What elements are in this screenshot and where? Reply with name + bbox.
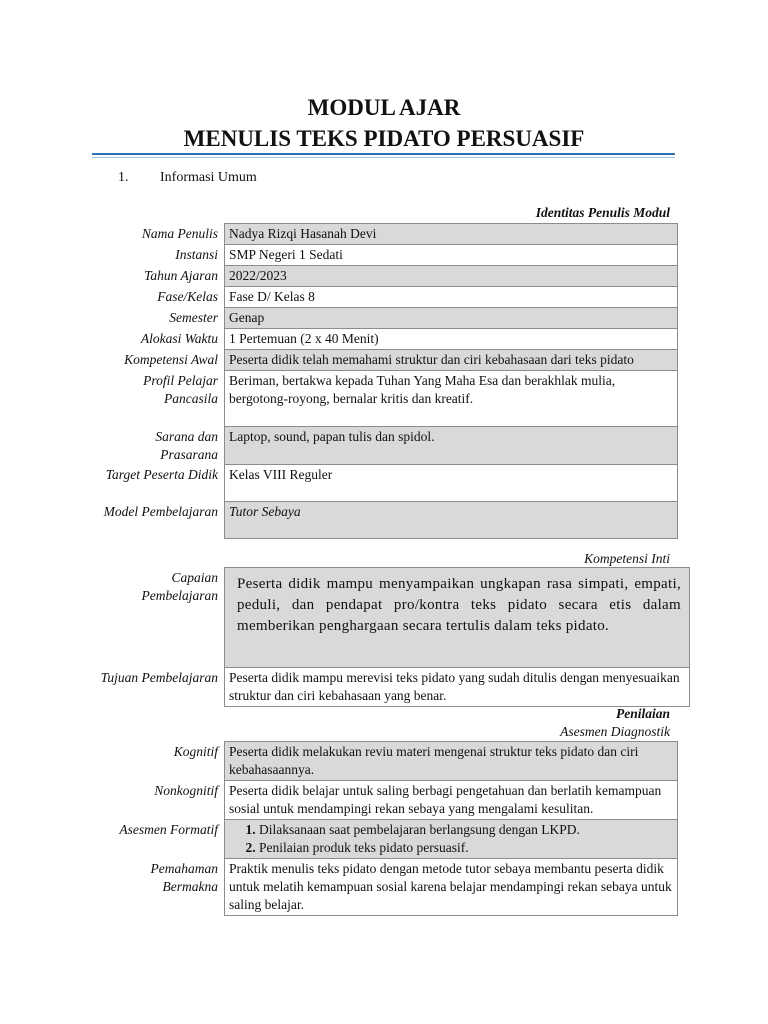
table-row (92, 308, 678, 329)
row-value (225, 820, 678, 859)
asesmen-diagnostik-heading: Asesmen Diagnostik (560, 724, 670, 739)
kompetensi-inti-heading: Kompetensi Inti (584, 551, 670, 566)
row-value: 2022/2023 (225, 266, 678, 287)
row-value: Genap (225, 308, 678, 329)
table-row (92, 350, 678, 371)
table-row (92, 371, 678, 427)
table-row (92, 287, 678, 308)
table-row (92, 668, 690, 707)
table-row (92, 781, 678, 820)
row-label: Nama Penulis (141, 225, 218, 241)
row-value: Beriman, bertakwa kepada Tuhan Yang Maha Esa dan berakhlak mulia, bergotong-royong, bernalar kritis dan kreatif. (225, 371, 678, 427)
row-label: Asesmen Formatif (119, 821, 218, 837)
row-value: Peserta didik belajar untuk saling berbagi pengetahuan dan berlatih kemampuan sosial untuk mendampingi rekan sebaya yang mengalami kesulitan. (225, 781, 678, 820)
row-value: Laptop, sound, papan tulis dan spidol. (225, 427, 678, 465)
title-rule-light (92, 157, 675, 158)
identitas-heading: Identitas Penulis Modul (535, 205, 670, 220)
row-label: Semester (169, 309, 218, 325)
row-label: Target Peserta Didik (105, 466, 218, 482)
section-heading (118, 170, 257, 186)
row-value: Peserta didik melakukan reviu materi mengenai struktur teks pidato dan ciri kebahasaannya. (225, 742, 678, 781)
row-value: 1 Pertemuan (2 x 40 Menit) (225, 329, 678, 350)
row-label: Tujuan Pembelajaran (100, 669, 218, 685)
title-rule (92, 153, 675, 155)
row-value: Praktik menulis teks pidato dengan metode tutor sebaya membantu peserta didik untuk melatih kemampuan sosial karena belajar mendampingi rekan sebaya untuk saling belajar. (225, 859, 678, 916)
document-title: MODUL AJAR (307, 95, 461, 120)
row-label: Fase/Kelas (157, 288, 218, 304)
row-label: Instansi (175, 246, 218, 262)
row-label: Model Pembelajaran (103, 503, 218, 519)
row-label: Capaian Pembelajaran (141, 569, 218, 603)
table-row (92, 427, 678, 465)
section-label: Informasi Umum (160, 170, 257, 185)
row-value: SMP Negeri 1 Sedati (225, 245, 678, 266)
table-row (92, 859, 678, 916)
table-row (92, 820, 678, 859)
row-label: Tahun Ajaran (144, 267, 218, 283)
table-row (92, 568, 690, 668)
document-subtitle: MENULIS TEKS PIDATO PERSUASIF (183, 126, 585, 151)
table-row (92, 465, 678, 502)
table-row (92, 502, 678, 539)
kompetensi-inti-table (92, 567, 690, 707)
table-row (92, 245, 678, 266)
table-row (92, 329, 678, 350)
list-item: 2. Penilaian produk teks pidato persuasif. (259, 839, 673, 857)
table-row (92, 224, 678, 245)
row-value: Peserta didik telah memahami struktur dan ciri kebahasaan dari teks pidato (225, 350, 678, 371)
row-value: Kelas VIII Reguler (225, 465, 678, 502)
row-value: Fase D/ Kelas 8 (225, 287, 678, 308)
row-label: Nonkognitif (154, 782, 218, 798)
table-row (92, 266, 678, 287)
row-label: Profil Pelajar Pancasila (143, 372, 218, 406)
row-label: Alokasi Waktu (140, 330, 218, 346)
row-value: Peserta didik mampu merevisi teks pidato yang sudah ditulis dengan menyesuaikan struktur dan ciri kebahasaan yang benar. (225, 668, 690, 707)
table-row (92, 742, 678, 781)
row-value: Peserta didik mampu menyampaikan ungkapan rasa simpati, empati, peduli, dan pendapat pro/kontra teks pidato secara etis dalam memberikan penghargaan secara tertulis dalam teks pidato. (225, 568, 690, 668)
section-number: 1. (118, 170, 129, 185)
penilaian-table (92, 741, 678, 916)
row-label: Kompetensi Awal (124, 351, 218, 367)
row-label: Sarana dan Prasarana (155, 428, 218, 462)
penilaian-heading: Penilaian (615, 706, 670, 721)
formatif-list (229, 821, 673, 857)
list-item: 1. Dilaksanaan saat pembelajaran berlangsung dengan LKPD. (259, 821, 673, 839)
row-label: Pemahaman Bermakna (150, 860, 218, 894)
row-value: Tutor Sebaya (225, 502, 678, 539)
row-label: Kognitif (173, 743, 218, 759)
row-value: Nadya Rizqi Hasanah Devi (225, 224, 678, 245)
identitas-table (92, 223, 678, 539)
